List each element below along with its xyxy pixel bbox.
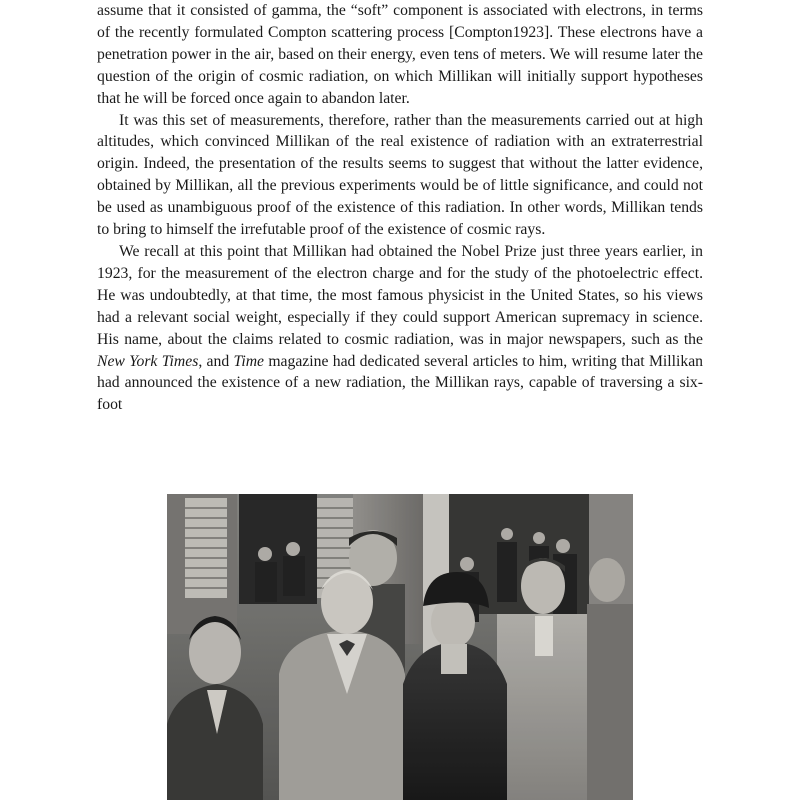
magazine-title-time: Time [233,352,265,370]
paragraph-3-text-a: We recall at this point that Millikan had obtained the Nobel Prize just three years earlier, in 1923, for the measurement of the electron charge and for the study of the photoelectric effect. He was undoubtedly, at that time, the most famous physicist in the United States, so his views had a relevant social weight, especially if they could support American supremacy in science. His name, about the claims related to cosmic radiation, was in major newspapers, such as the [97,242,703,348]
paragraph-3-text-c: magazine had dedicated several articles to him, writing that Millikan had announced the existence of a new radiation, the Millikan rays, capable of traversing a six-foot [97,352,704,414]
paragraph-2 [97,110,703,241]
paragraph-1 [97,0,703,110]
paragraph-1-text: assume that it consisted of gamma, the “soft” component is associated with electrons, in terms of the recently formulated Compton scattering process [Compton1923]. These electrons have a penetration power in the air, based on their energy, even tens of meters. We will resume later the question of the origin of cosmic radiation, on which Millikan will initially support hypotheses that he will be forced once again to abandon later. [97,2,703,107]
paragraph-2-text: It was this set of measurements, therefore, rather than the measurements carried out at high altitudes, which convinced Millikan of the real existence of radiation with an extraterrestrial origin. Indeed, the presentation of the results seems to suggest that without the latter evidence, obtained by Millikan, all the previous experiments would be of little significance, and could not be used as unambiguous proof of the existence of this radiation. In other words, Millikan tends to bring to himself the irrefutable proof of the existence of cosmic rays. [97,111,703,239]
body-text [97,0,703,416]
photo-illustration [167,494,633,800]
newspaper-title-nyt: New York Times [97,352,199,370]
historical-photo [167,494,633,800]
paragraph-3 [97,241,703,416]
paragraph-3-text-b: , and [198,352,234,370]
